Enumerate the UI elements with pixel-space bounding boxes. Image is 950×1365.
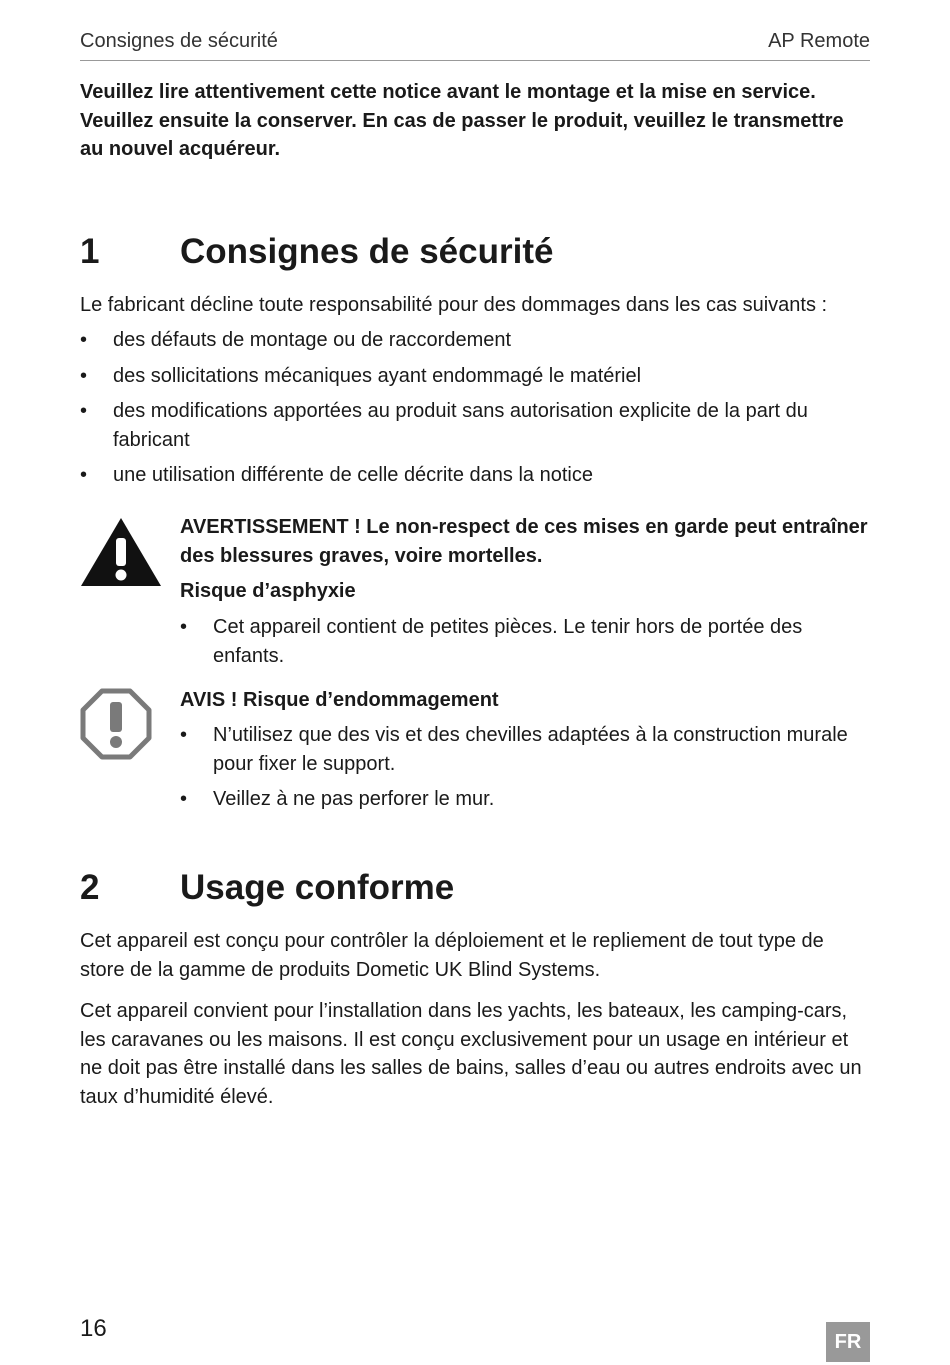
list-item bbox=[180, 785, 870, 814]
bullet-glyph: • bbox=[180, 788, 188, 810]
list-item bbox=[80, 362, 870, 391]
section-2-paragraph: Cet appareil convient pour l’installation dans les yachts, les bateaux, les camping-cars, les caravanes ou les maisons. Il est conçu exclusivement pour un usage en intérieur et ne doit pas être installé dans les salles de bains, salles d’eau ou autres endroits avec un taux d’humidité élevé. bbox=[80, 1000, 862, 1108]
language-badge: FR bbox=[826, 1322, 870, 1362]
section-2-paragraph: Cet appareil est conçu pour contrôler la déploiement et le repliement de tout type de store de la gamme de produits Dometic UK Blind Systems. bbox=[80, 930, 824, 981]
warning-title: AVERTISSEMENT ! Le non-respect de ces mises en garde peut entraîner des blessures graves, voire mortelles. bbox=[180, 516, 868, 567]
section-number: 2 bbox=[80, 868, 100, 907]
list-item bbox=[80, 461, 870, 490]
list-item bbox=[80, 397, 870, 454]
bullet-glyph: • bbox=[180, 616, 188, 638]
header-product-name: AP Remote bbox=[768, 30, 870, 52]
list-item-text: une utilisation différente de celle décrite dans la notice bbox=[113, 464, 593, 486]
running-header bbox=[80, 28, 870, 61]
bullet-glyph: • bbox=[80, 364, 88, 387]
octagon-exclamation-icon bbox=[80, 688, 152, 765]
list-item-text: Cet appareil contient de petites pièces. Le tenir hors de portée des enfants. bbox=[213, 616, 803, 667]
bullet-glyph: • bbox=[80, 329, 88, 351]
list-item bbox=[180, 721, 870, 778]
header-section-title: Consignes de sécurité bbox=[80, 30, 278, 52]
intro-notice: Veuillez lire attentivement cette notice avant le montage et la mise en service. Veuillez ensuite la conserver. En cas de passer le produit, veuillez le transmettre au nouvel acquéreur. bbox=[80, 81, 844, 160]
notice-list bbox=[180, 721, 870, 821]
section-title: Consignes de sécurité bbox=[180, 232, 554, 271]
warning-subtitle: Risque d’asphyxie bbox=[180, 580, 356, 602]
list-item-text: des sollicitations mécaniques ayant endommagé le matériel bbox=[113, 364, 642, 387]
section-1-lead: Le fabricant décline toute responsabilité pour des dommages dans les cas suivants : bbox=[80, 294, 828, 316]
warning-triangle-icon bbox=[80, 516, 162, 593]
list-item-text: des défauts de montage ou de raccordement bbox=[113, 329, 512, 351]
list-item bbox=[80, 326, 870, 355]
bullet-glyph: • bbox=[180, 724, 188, 746]
document-page bbox=[80, 0, 870, 1365]
list-item-text: Veillez à ne pas perforer le mur. bbox=[213, 788, 495, 810]
bullet-glyph: • bbox=[80, 400, 88, 422]
page-number: 16 bbox=[80, 1315, 107, 1342]
list-item-text: N’utilisez que des vis et des chevilles adaptées à la construction murale pour fixer le support. bbox=[213, 724, 848, 775]
list-item-text: des modifications apportées au produit sans autorisation explicite de la part du fabricant bbox=[113, 400, 808, 451]
section-number: 1 bbox=[80, 232, 100, 271]
bullet-glyph: • bbox=[80, 464, 88, 486]
section-title: Usage conforme bbox=[180, 868, 455, 907]
warning-list bbox=[180, 613, 870, 677]
notice-title: AVIS ! Risque d’endommagement bbox=[180, 689, 499, 711]
list-item bbox=[180, 613, 870, 670]
liability-list bbox=[80, 326, 870, 497]
